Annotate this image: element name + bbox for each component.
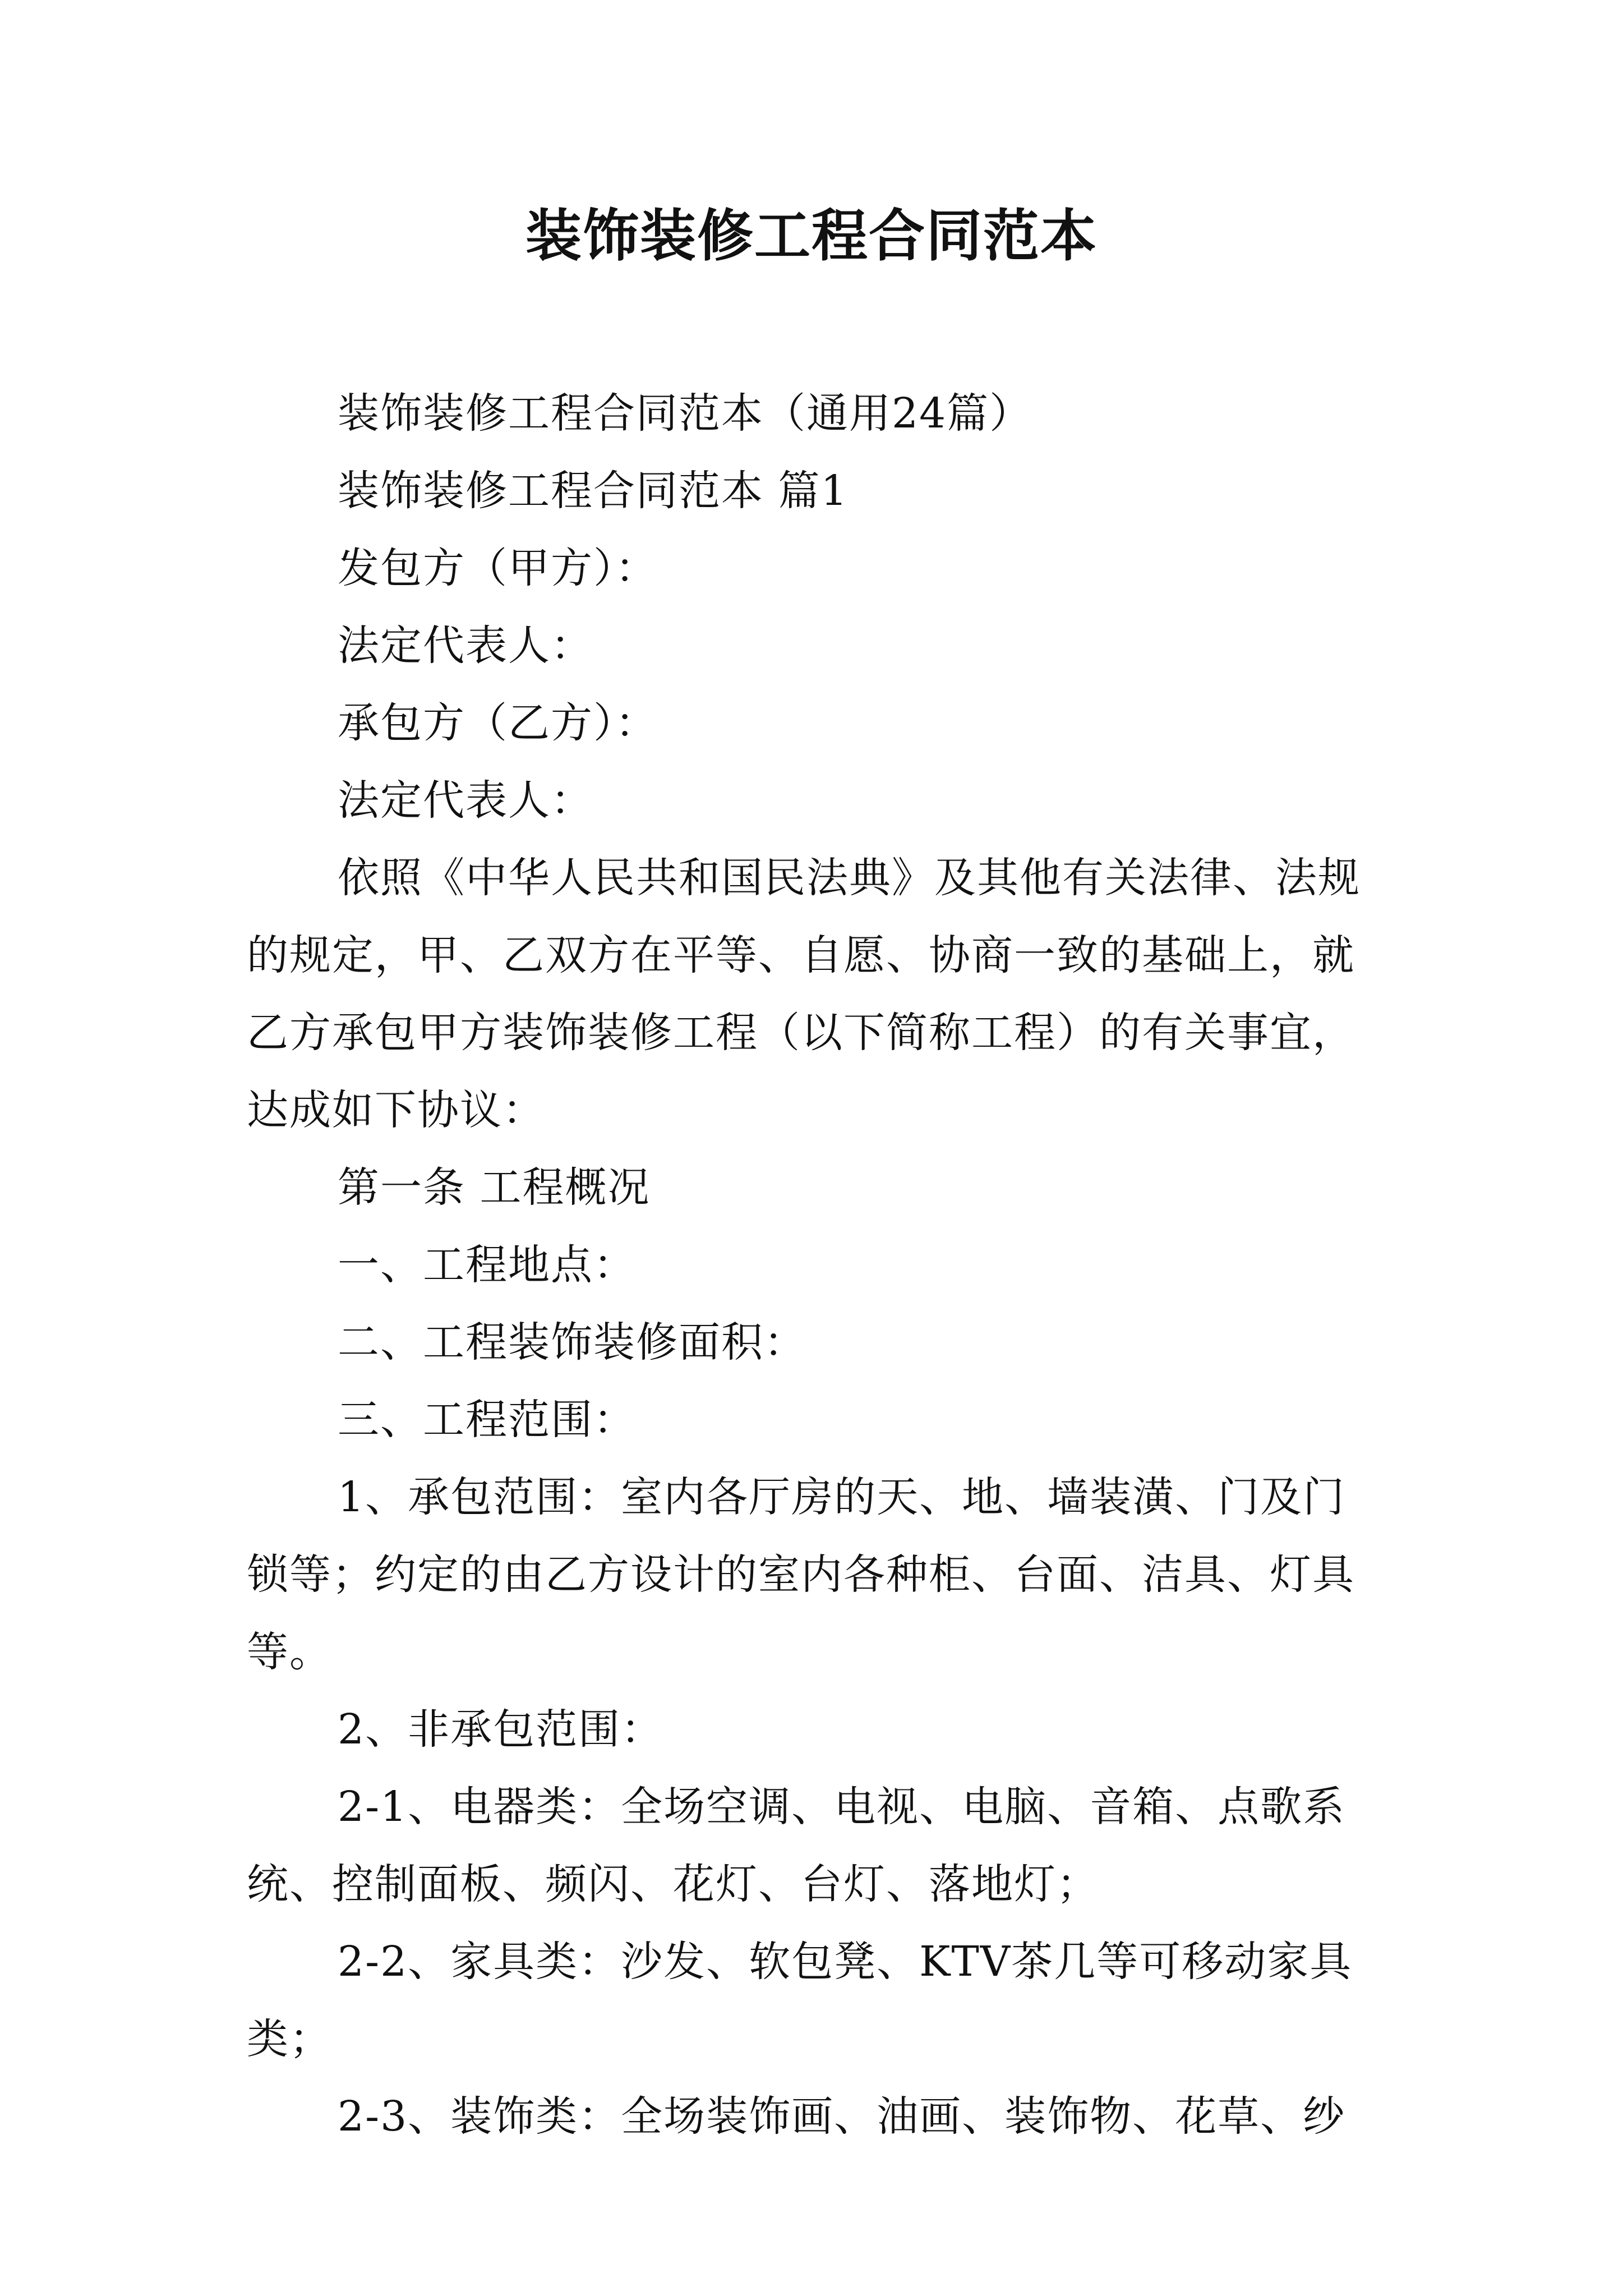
document-title: 装饰装修工程合同范本: [525, 203, 1098, 269]
document-body: [247, 375, 1380, 2155]
paragraph-project-location: 一、工程地点：: [338, 1241, 636, 1289]
paragraph-non-contract-scope: 2、非承包范围：: [338, 1705, 664, 1754]
paragraph-party-b-representative: 法定代表人：: [338, 776, 593, 825]
paragraph-project-scope: 三、工程范围：: [338, 1396, 636, 1444]
paragraph-party-b: 承包方（乙方）：: [338, 699, 658, 747]
paragraph-section-heading: 装饰装修工程合同范本 篇1: [338, 467, 849, 515]
paragraph-party-a: 发包方（甲方）：: [338, 544, 658, 592]
paragraph-article-1-heading: 第一条 工程概况: [338, 1163, 651, 1212]
paragraph-electrical-items: 2-1、电器类：全场空调、电视、电脑、音箱、点歌系统、控制面板、频闪、花灯、台灯、落地灯；: [247, 1783, 1346, 1908]
paragraph-decoration-items: 2-3、装饰类：全场装饰画、油画、装饰物、花草、纱: [338, 2092, 1346, 2141]
paragraph-party-a-representative: 法定代表人：: [338, 622, 593, 670]
paragraph-project-area: 二、工程装饰装修面积：: [338, 1318, 806, 1366]
paragraph-preamble: 依照《中华人民共和国民法典》及其他有关法律、法规的规定，甲、乙双方在平等、自愿、协商一致的基础上，就乙方承包甲方装饰装修工程（以下简称工程）的有关事宜，达成如下协议：: [247, 854, 1361, 1134]
paragraph-furniture-items: 2-2、家具类：沙发、软包凳、KTV茶几等可移动家具类；: [247, 1938, 1353, 2063]
paragraph-subtitle: 装饰装修工程合同范本（通用24篇）: [338, 389, 1032, 438]
paragraph-contract-scope: 1、承包范围：室内各厅房的天、地、墙装潢、门及门锁等；约定的由乙方设计的室内各种柜、台面、洁具、灯具等。: [247, 1473, 1355, 1676]
